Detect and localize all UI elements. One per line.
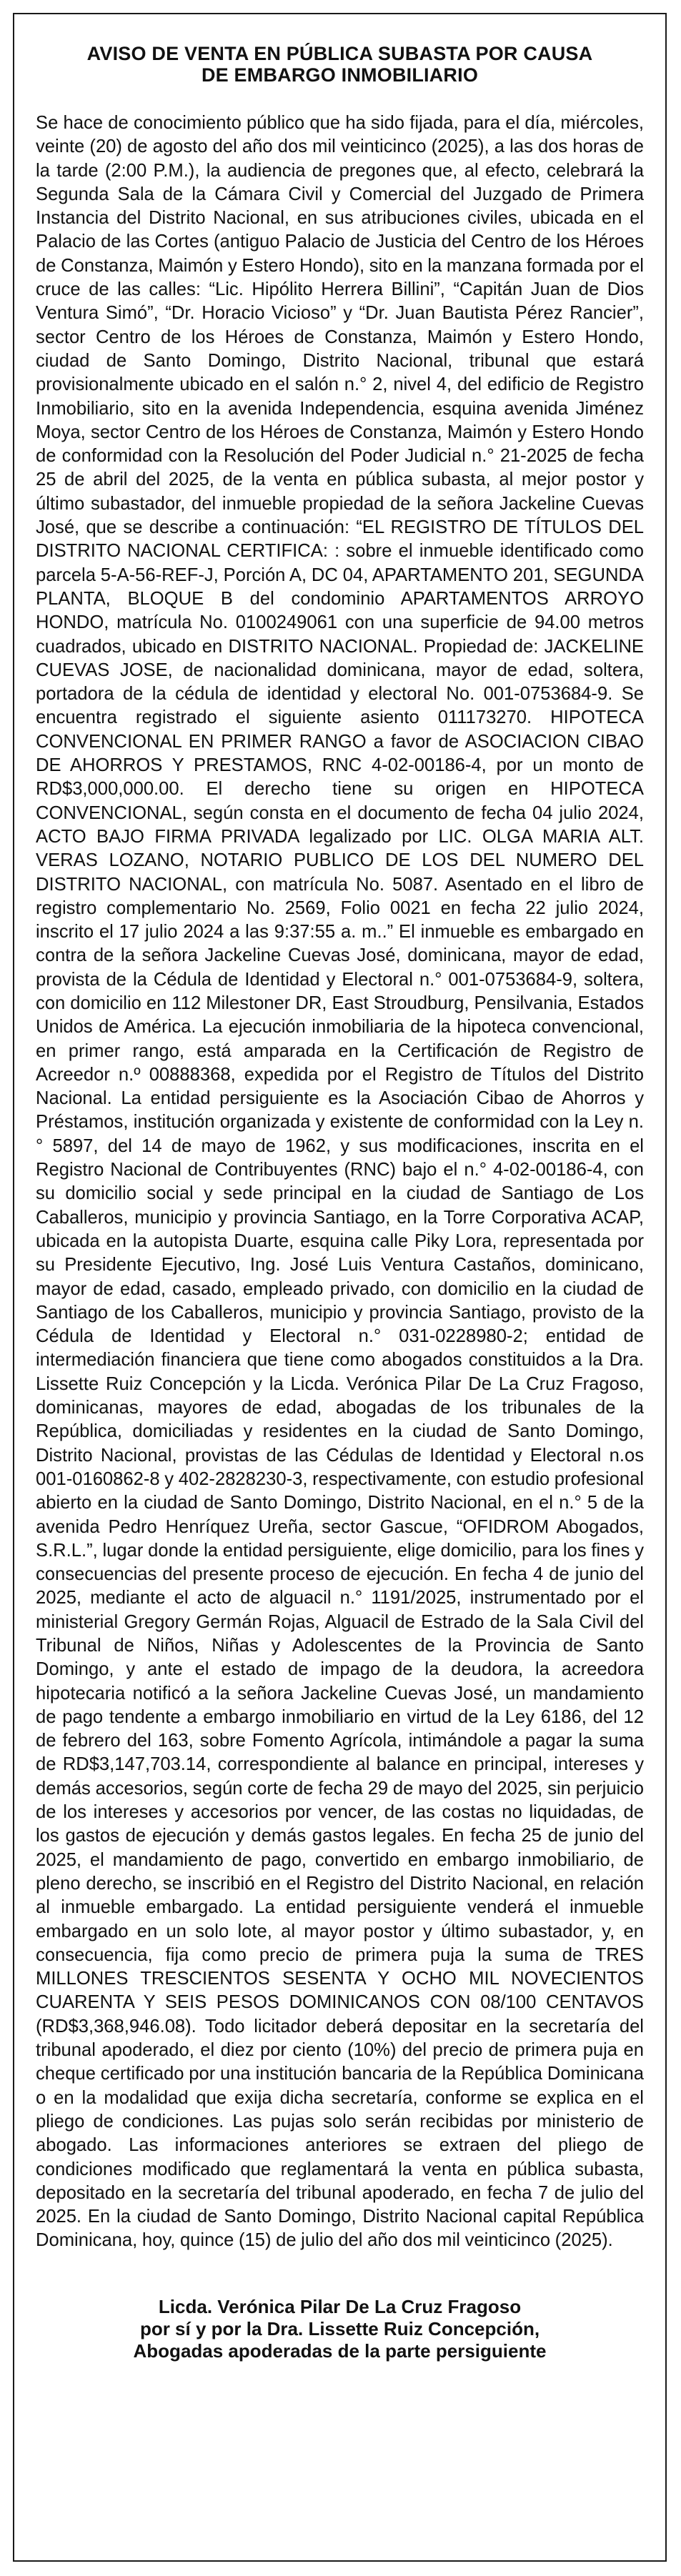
legal-notice-frame [13,13,667,2562]
signature-representation: por sí y por la Dra. Lissette Ruiz Concepción, [139,2317,540,2339]
notice-title-line-1: AVISO DE VENTA EN PÚBLICA SUBASTA POR CAUSA [86,43,593,64]
notice-title-line-2: DE EMBARGO INMOBILIARIO [201,64,479,86]
notice-body: Se hace de conocimiento público que ha sido fijada, para el día, miércoles, veinte (20) de agosto del año dos mil veinticinco (2025), a las dos horas de la tarde (2:00 P.M.), la audiencia de pregones que, al efecto, celebrará la Segunda Sala de la Cámara Civil y Comercial del Juzgado de Primera Instancia del Distrito Nacional, en sus atribuciones civiles, ubicada en el Palacio de las Cortes (antiguo Palacio de Justicia del Centro de los Héroes de Constanza, Maimón y Estero Hondo), sito en la manzana formada por el cruce de las calles: “Lic. Hipólito Herrera Billini”, “Capitán Juan de Dios Ventura Simó”, “Dr. Horacio Vicioso” y “Dr. Juan Bautista Pérez Rancier”, sector Centro de los Héroes de Constanza, Maimón y Estero Hondo, ciudad de Santo Domingo, Distrito Nacional, tribunal que estará provisionalmente ubicado en el salón n.° 2, nivel 4, del edificio de Registro Inmobiliario, sito en la avenida Independencia, esquina avenida Jiménez Moya, sector Centro de los Héroes de Constanza, Maimón y Estero Hondo de conformidad con la Resolución del Poder Judicial n.° 21-2025 de fecha 25 de abril del 2025, de la venta en pública subasta, al mejor postor y último subastador, del inmueble propiedad de la señora Jackeline Cuevas José, que se describe a continuación: “EL REGISTRO DE TÍTULOS DEL DISTRITO NACIONAL CERTIFICA: : sobre el inmueble identificado como parcela 5-A-56-REF-J, Porción A, DC 04, APARTAMENTO 201, SEGUNDA PLANTA, BLOQUE B del condominio APARTAMENTOS ARROYO HONDO, matrícula No. 0100249061 con una superficie de 94.00 metros cuadrados, ubicado en DISTRITO NACIONAL. Propiedad de: JACKELINE CUEVAS JOSE, de nacionalidad dominicana, mayor de edad, soltera, portadora de la cédula de identidad y electoral No. 001-0753684-9. Se encuentra registrado el siguiente asiento 011173270. HIPOTECA CONVENCIONAL EN PRIMER RANGO a favor de ASOCIACION CIBAO DE AHORROS Y PRESTAMOS, RNC 4-02-00186-4, por un monto de RD$3,000,000.00. El derecho tiene su origen en HIPOTECA CONVENCIONAL, según consta en el documento de fecha 04 julio 2024, ACTO BAJO FIRMA PRIVADA legalizado por LIC. OLGA MARIA ALT. VERAS LOZANO, NOTARIO PUBLICO DE LOS DEL NUMERO DEL DISTRITO NACIONAL, con matrícula No. 5087. Asentado en el libro de registro complementario No. 2569, Folio 0021 en fecha 22 julio 2024, inscrito el 17 julio 2024 a las 9:37:55 a. m..” El inmueble es embargado en contra de la señora Jackeline Cuevas José, dominicana, mayor de edad, provista de la Cédula de Identidad y Electoral n.° 001-0753684-9, soltera, con domicilio en 112 Milestoner DR, East Stroudburg, Pensilvania, Estados Unidos de América. La ejecución inmobiliaria de la hipoteca convencional, en primer rango, está amparada en la Certificación de Registro de Acreedor n.º 00888368, expedida por el Registro de Títulos del Distrito Nacional. La entidad persiguiente es la Asociación Cibao de Ahorros y Préstamos, institución organizada y existente de conformidad con la Ley n.° 5897, del 14 de mayo de 1962, y sus modificaciones, inscrita en el Registro Nacional de Contribuyentes (RNC) bajo el n.° 4-02-00186-4, con su domicilio social y sede principal en la ciudad de Santiago de Los Caballeros, municipio y provincia Santiago, en la Torre Corporativa ACAP, ubicada en la autopista Duarte, esquina calle Piky Lora, representada por su Presidente Ejecutivo, Ing. José Luis Ventura Castaños, dominicano, mayor de edad, casado, empleado privado, con domicilio en la ciudad de Santiago de los Caballeros, municipio y provincia Santiago, provisto de la Cédula de Identidad y Electoral n.° 031-0228980-2; entidad de intermediación financiera que tiene como abogados constituidos a la Dra. Lissette Ruiz Concepción y la Licda. Verónica Pilar De La Cruz Fragoso, dominicanas, mayores de edad, abogadas de los tribunales de la República, domiciliadas y residentes en la ciudad de Santo Domingo, Distrito Nacional, provistas de las Cédulas de Identidad y Electoral n.os 001-0160862-8 y 402-2828230-3, respectivamente, con estudio profesional abierto en la ciudad de Santo Domingo, Distrito Nacional, en el n.° 5 de la avenida Pedro Henríquez Ureña, sector Gascue, “OFIDROM Abogados, S.R.L.”, lugar donde la entidad persiguiente, elige domicilio, para los fines y consecuencias del presente proceso de ejecución. En fecha 4 de junio del 2025, mediante el acto de alguacil n.° 1191/2025, instrumentado por el ministerial Gregory Germán Rojas, Alguacil de Estrado de la Sala Civil del Tribunal de Niños, Niñas y Adolescentes de la Provincia de Santo Domingo, y ante el estado de impago de la deudora, la acreedora hipotecaria notificó a la señora Jackeline Cuevas José, un mandamiento de pago tendente a embargo inmobiliario en virtud de la Ley 6186, del 12 de febrero del 163, sobre Fomento Agrícola, intimándole a pagar la suma de RD$3,147,703.14, correspondiente al balance en principal, intereses y demás accesorios, según corte de fecha 29 de mayo del 2025, sin perjuicio de los intereses y accesorios por vencer, de las costas no liquidadas, de los gastos de ejecución y demás gastos legales. En fecha 25 de junio del 2025, el mandamiento de pago, convertido en embargo inmobiliario, de pleno derecho, se inscribió en el Registro del Distrito Nacional, en relación al inmueble embargado. La entidad persiguiente venderá el inmueble embargado en un solo lote, al mayor postor y último subastador, y, en consecuencia, fija como precio de primera puja la suma de TRES MILLONES TRESCIENTOS SESENTA Y OCHO MIL NOVECIENTOS CUARENTA Y SEIS PESOS DOMINICANOS CON 08/100 CENTAVOS (RD$3,368,946.08). Todo licitador deberá depositar en la secretaría del tribunal apoderado, el diez por ciento (10%) del precio de primera puja en cheque certificado por una institución bancaria de la República Dominicana o en la modalidad que exija dicha secretaría, conforme se explica en el pliego de condiciones. Las pujas solo serán recibidas por ministerio de abogado. Las informaciones anteriores se extraen del pliego de condiciones modificado que reglamentará la venta en pública subasta, depositado en la secretaría del tribunal apoderado, en fecha 7 de julio del 2025. En la ciudad de Santo Domingo, Distrito Nacional capital República Dominicana, hoy, quince (15) de julio del año dos mil veinticinco (2025). [36,113,644,2251]
signature-role: Abogadas apoderadas de la parte persiguiente [133,2339,547,2362]
signature-name: Licda. Verónica Pilar De La Cruz Fragoso [158,2295,522,2317]
signature-block [36,2296,644,2362]
notice-title [43,43,637,86]
